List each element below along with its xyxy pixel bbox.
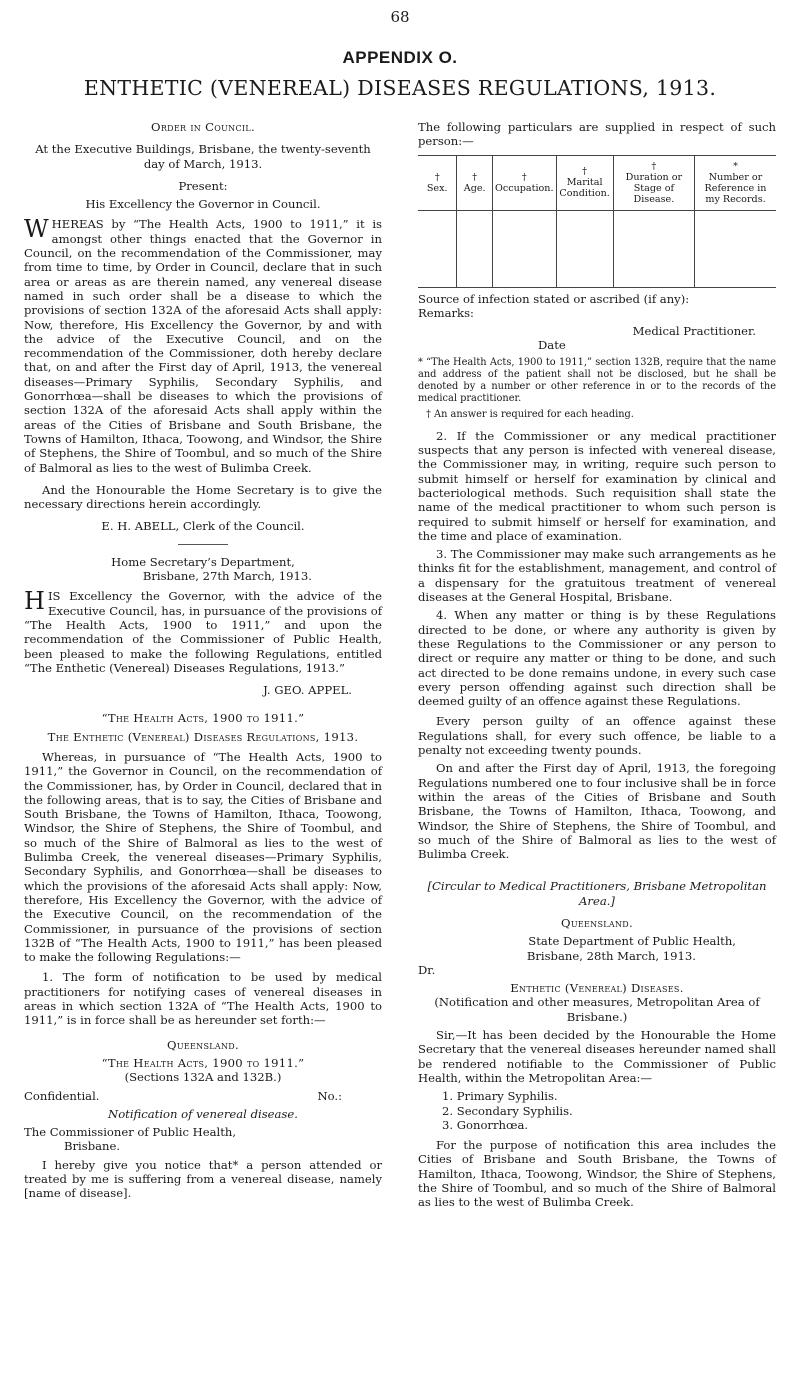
- form-state: Queensland.: [167, 1037, 239, 1052]
- reg-4: 4. When any matter or thing is by these Regulations directed to be done, or where any authority is given by these Regulations to the Commissioner or any person to direct or require any matter or thing to be done, and such act directed to be done remains undone, in every such case every person offending against such direction shall be deemed guilty of an offence against these Regulations.: [418, 608, 776, 709]
- circular-dept: State Department of Public Health,: [528, 934, 736, 949]
- table-cell: [492, 210, 556, 287]
- table-cell: [556, 210, 613, 287]
- table-row: [418, 210, 776, 287]
- form-source-line: Source of infection stated or ascribed (if any):: [418, 291, 690, 306]
- form-confidential: Confidential.: [24, 1088, 100, 1103]
- form-no-label: No.:: [317, 1088, 342, 1103]
- home-secretary-body: HIS Excellency the Governor, with the advice of the Executive Council, has, in pursuance of the provisions of “The Health Acts, 1900 to 1911,” and upon the recommendation of the Commissioner of Public Health, been pleased to make the following Regulations, entitled “The Enthetic (Venereal) Diseases Regulations, 1913.”: [24, 587, 382, 675]
- circular-heading: [Circular to Medical Practitioners, Brisbane Metropolitan Area.]: [427, 879, 767, 908]
- table-cell: [418, 210, 457, 287]
- circular-subject: Enthetic (Venereal) Diseases.: [510, 981, 684, 996]
- circular-closing: For the purpose of notification this area includes the Cities of Brisbane and South Brisbane, the Towns of Hamilton, Ithaca, Toowong, Windsor, the Shire of Stephens, the Shire of Toombul, and so much of the Shire of Balmoral as lies to the west of Bulimba Creek.: [418, 1138, 776, 1210]
- form-notification-title: Notification of venereal disease.: [108, 1106, 298, 1121]
- col-occupation: † Occupation.: [492, 155, 556, 210]
- form-sections: (Sections 132A and 132B.): [124, 1070, 282, 1085]
- circular-salutation-to: Dr.: [418, 962, 436, 977]
- form-confidential-row: [24, 1089, 382, 1103]
- regs-whereas: Whereas, in pursuance of “The Health Acts, 1900 to 1911,” the Governor in Council, on the recommendation of the Commissioner, has, by Order in Council, declared that in the following areas, that is to say, the Cities of Brisbane and South Brisbane, the Towns of Hamilton, Ithaca, Toowong, Windsor, the Shire of Stephens, the Shire of Toombul, and so much of the Shire of Balmoral as lies to the west of Bulimba Creek, the venereal diseases—Primary Syphilis, Secondary Syphilis, and Gonorrhœa—shall be diseases to which the provisions of the aforesaid Acts shall apply: Now, therefore, His Excellency the Governor, with the advice of the Executive Council, on the recommendation of the Commissioner, in pursuance of the provisions of section 132B of “The Health Acts, 1900 to 1911,” has been pleased to make the following Regulations:—: [24, 749, 382, 965]
- footnote-1: * “The Health Acts, 1900 to 1911,” section 132B, require that the name and address of the patient shall not be disclosed, but he shall be denoted by a number or other reference in or to the records of the medical practitioner.: [418, 356, 776, 404]
- particulars-table: [418, 155, 776, 288]
- disease-item-2: 2. Secondary Syphilis.: [442, 1103, 573, 1118]
- reg-2: 2. If the Commissioner or any medical practitioner suspects that any person is infected with venereal disease, the Commissioner may, in writing, require such person to submit himself or herself for examination by clinical and bacteriological methods. Such requisition shall state the name of the medical practitioner to whom such person is required to submit himself or herself for examination, and the time and place of examination.: [418, 428, 776, 543]
- in-force-para: On and after the First day of April, 1913, the foregoing Regulations numbered one to four inclusive shall be in force within the areas of the Cities of Brisbane and South Brisbane, the Towns of Hamilton, Ithaca, Toowong, and Windsor, the Shire of Stephens, the Shire of Toombul, and so much of the Shire of Balmoral as lies to the west of Bulimba Creek.: [418, 761, 776, 862]
- disease-item-3: 3. Gonorrhœa.: [442, 1117, 529, 1132]
- circular-subtitle: (Notification and other measures, Metropolitan Area of Brisbane.): [434, 995, 760, 1024]
- document-title: ENTHETIC (VENEREAL) DISEASES REGULATIONS, 1913.: [83, 76, 717, 100]
- form-acts: “The Health Acts, 1900 to 1911.”: [101, 1055, 305, 1070]
- home-secretary-date: Brisbane, 27th March, 1913.: [142, 569, 312, 584]
- form-to-line2: Brisbane.: [64, 1139, 121, 1154]
- right-column: [418, 120, 776, 1210]
- left-column: [24, 120, 382, 1201]
- divider: [178, 544, 228, 545]
- page-number: 68: [390, 8, 410, 26]
- regs-title: The Enthetic (Venereal) Diseases Regulations, 1913.: [47, 729, 359, 744]
- col-sex: † Sex.: [418, 155, 457, 210]
- appendix-heading: APPENDIX O.: [342, 48, 458, 67]
- circular-date: Brisbane, 28th March, 1913.: [526, 948, 696, 963]
- reg-3: 3. The Commissioner may make such arrangements as he thinks fit for the establishment, management, and control of a dispensary for the gratuitous treatment of venereal diseases at the General Hospital, Brisbane.: [418, 547, 777, 605]
- order-body: WHEREAS by “The Health Acts, 1900 to 1911,” it is amongst other things enacted that the Governor in Council, on the recommendation of the Commissioner, may from time to time, by Order in Council, declare that in such area or areas as are therein named, any venereal disease named in such order shall be a disease to which the provisions of section 132A of the aforesaid Acts shall apply: Now, therefore, His Excellency the Governor, by and with the advice of the Executive Council, and on the recommendation of the Commissioner, doth hereby declare that, on and after the First day of April, 1913, the venereal diseases—Primary Syphilis, Secondary Syphilis, and Gonorrhœa—shall be diseases to which the provisions of section 132A of the aforesaid Acts shall apply within the areas of the Cities of Brisbane and South Brisbane, the Towns of Hamilton, Ithaca, Toowong, and Windsor, the Shire of Stephens, the Shire of Toombul, and so much of the Shire of Balmoral as lies to the west of Bulimba Creek.: [24, 215, 382, 475]
- form-to-line1: The Commissioner of Public Health,: [24, 1125, 237, 1140]
- order-heading: Order in Council.: [151, 120, 255, 134]
- order-signature: E. H. ABELL, Clerk of the Council.: [101, 519, 305, 534]
- footnote-2: † An answer is required for each heading.: [426, 408, 634, 420]
- circular-body: Sir,—It has been decided by the Honourable the Home Secretary that the venereal diseases hereunder named shall be rendered notifiable to the Commissioner of Public Health, within the Metropolitan Area:—: [418, 1028, 776, 1085]
- col-age: † Age.: [457, 155, 493, 210]
- order-place-date: At the Executive Buildings, Brisbane, the twenty-seventh day of March, 1913.: [35, 142, 371, 171]
- penalty-para: Every person guilty of an offence against these Regulations shall, for every such offence, be liable to a penalty not exceeding twenty pounds.: [418, 714, 776, 758]
- form-particulars-intro: The following particulars are supplied in respect of such person:—: [418, 120, 776, 149]
- circular-state: Queensland.: [561, 915, 633, 930]
- table-cell: [613, 210, 694, 287]
- table-cell: [695, 210, 776, 287]
- disease-item-1: 1. Primary Syphilis.: [442, 1089, 558, 1104]
- form-medical-practitioner: Medical Practitioner.: [632, 324, 756, 339]
- form-date-label: Date: [538, 338, 566, 353]
- home-secretary-signature: J. GEO. APPEL.: [263, 683, 352, 698]
- table-header-row: [418, 155, 776, 210]
- order-secretary-para: And the Honourable the Home Secretary is to give the necessary directions herein accordingly.: [24, 482, 382, 512]
- form-remarks: Remarks:: [418, 305, 474, 320]
- col-reference: * Number or Reference in my Records.: [695, 155, 776, 210]
- form-body: I hereby give you notice that* a person attended or treated by me is suffering from a venereal disease, namely [name of disease].: [24, 1157, 382, 1201]
- regs-acts-heading: “The Health Acts, 1900 to 1911.”: [101, 711, 305, 726]
- order-his-excellency: His Excellency the Governor in Council.: [85, 197, 321, 212]
- regs-reg1: 1. The form of notification to be used by medical practitioners for notifying cases of venereal diseases in areas in which section 132A of “The Health Acts, 1900 to 1911,” is in force shall be as hereunder set forth:—: [24, 970, 382, 1028]
- col-marital-condition: † Marital Condition.: [556, 155, 613, 210]
- table-cell: [457, 210, 493, 287]
- home-secretary-dept: Home Secretary’s Department,: [111, 554, 295, 569]
- col-duration: † Duration or Stage of Disease.: [613, 155, 694, 210]
- order-present: Present:: [178, 178, 228, 193]
